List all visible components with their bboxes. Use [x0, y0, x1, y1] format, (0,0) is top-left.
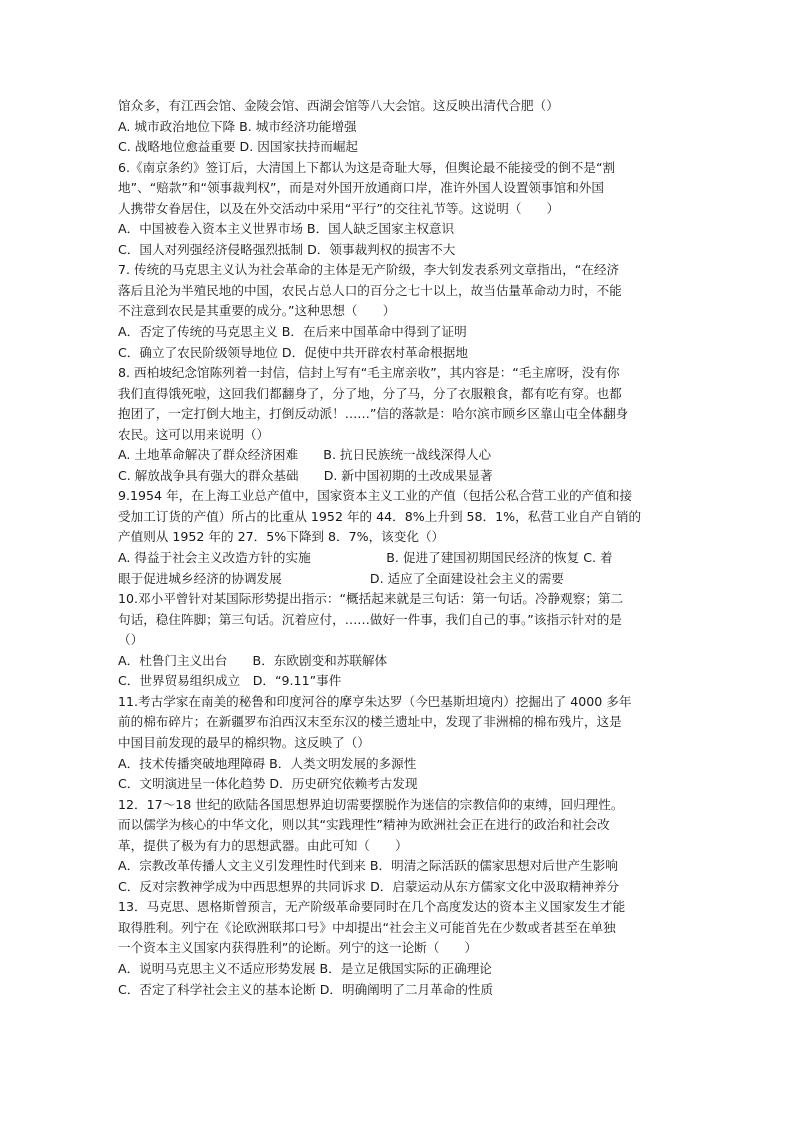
option-line: C．文明演进呈一体化趋势 D．历史研究依赖考古发现: [118, 776, 418, 792]
text-line: 农民。这可以用来说明（）: [118, 426, 270, 442]
text-line: 馆众多，有江西会馆、金陵会馆、西湖会馆等八大会馆。这反映出清代合肥（）: [118, 98, 559, 113]
question-10-stem: 10.邓小平曾针对某国际形势提出指示：“概括起来就是三句话：第一句话。冷静观察；第二: [118, 591, 624, 607]
question-9-stem: 9.1954 年，在上海工业总产值中，国家资本主义工业的产值（包括公私合营工业的产值和接: [118, 488, 633, 504]
question-8-stem: 8. 西柏坡纪念馆陈列着一封信，信封上写有“毛主席亲收”，其内容是：“毛主席呀，没有你: [118, 365, 620, 381]
option-line: C．国人对列强经济侵略强烈抵制 D．领事裁判权的损害不大: [118, 241, 456, 257]
text-line: 落后且沦为半殖民地的中国，农民占总人口的百分之七十以上，故当估量革命动力时，不能: [118, 282, 622, 298]
option-line: C．确立了农民阶级领导地位 D．促使中共开辟农村革命根据地: [118, 344, 468, 360]
option-line: C．反对宗教神学成为中西思想界的共同诉求 D．启蒙运动从东方儒家文化中汲取精神养分: [118, 878, 620, 894]
text-line: 不注意到农民是其重要的成分。”这种思想（ ）: [118, 303, 396, 319]
text-line: 而以儒学为核心的中华文化，则以其“实践理性”精神为欧洲社会正在进行的政治和社会改: [118, 817, 610, 833]
question-12-stem: 12．17～18 世纪的欧陆各国思想界迫切需要摆脱作为迷信的宗教信仰的束缚，回归理性。: [118, 796, 624, 812]
option-line: C. 解放战争具有强大的群众基础 D. 新中国初期的土改成果显著: [118, 467, 493, 483]
exam-text-body: [118, 96, 686, 1000]
text-line: 产值则从 1952 年的 27．5%下降到 8．7%，该变化（）: [118, 529, 445, 545]
option-line: A．中国被卷入资本主义世界市场 B．国人缺乏国家主权意识: [118, 221, 455, 237]
option-line: A．技术传播突破地理障碍 B．人类文明发展的多源性: [118, 755, 417, 771]
text-line: 取得胜利。列宁在《论欧洲联邦口号》中却提出“社会主义可能首先在少数或者甚至在单独: [118, 919, 616, 935]
option-line: 眼于促进城乡经济的协调发展 D. 适应了全面建设社会主义的需要: [118, 570, 564, 586]
text-line: 一个资本主义国家内获得胜利”的论断。列宁的这一论断（ ）: [118, 940, 478, 956]
option-line: A. 得益于社会主义改造方针的实施 B. 促进了建国初期国民经济的恢复 C. 着: [118, 550, 613, 566]
question-6-stem: 6.《南京条约》签订后，大清国上下都认为这是奇耻大辱，但舆论最不能接受的倒不是“割: [118, 159, 616, 175]
text-line: 中国目前发现的最早的棉织物。这反映了（）: [118, 734, 370, 750]
option-line: A. 土地革命解决了群众经济困难 B. 抗日民族统一战线深得人心: [118, 447, 492, 463]
text-line: （）: [118, 632, 144, 648]
option-line: A．否定了传统的马克思主义 B．在后来中国革命中得到了证明: [118, 324, 467, 340]
text-line: 抱团了，一定打倒大地主，打倒反动派！……”信的落款是：哈尔滨市顾乡区靠山屯全体翻身: [118, 406, 629, 422]
question-13-stem: 13．马克思、恩格斯曾预言，无产阶级革命要同时在几个高度发达的资本主义国家发生才能: [118, 899, 626, 915]
text-line: 前的棉布碎片；在新疆罗布泊西汉末至东汉的楼兰遗址中，发现了非洲棉的棉布残片，这是: [118, 714, 622, 730]
option-line: A. 城市政治地位下降 B. 城市经济功能增强: [118, 118, 357, 134]
text-line: 我们直得饿死啦，这回我们都翻身了，分了地，分了马，分了衣服粮食，都有吃有穿。也都: [118, 385, 622, 401]
option-line: C. 战略地位愈益重要 D. 因国家扶持而崛起: [118, 139, 359, 155]
text-line: 受加工订货的产值）所占的比重从 1952 年的 44．8%上升到 58．1%，私营工业自产自销的: [118, 508, 642, 524]
question-11-stem: 11.考古学家在南美的秘鲁和印度河谷的摩亨朱达罗（今巴基斯坦境内）挖掘出了 4000 多年: [118, 693, 632, 709]
text-line: 革，提供了极为有力的思想武器。由此可知（ ）: [118, 837, 408, 853]
text-line: 人携带女眷居住，以及在外交活动中采用“平行”的交往礼节等。这说明（ ）: [118, 200, 560, 216]
text-line: 句话，稳住阵脚；第三句话。沉着应付，……做好一件事，我们自己的事。”该指示针对的是: [118, 611, 622, 627]
option-line: A．宗教改革传播人文主义引发理性时代到来 B．明清之际活跃的儒家思想对后世产生影响: [118, 858, 618, 874]
question-7-stem: 7. 传统的马克思主义认为社会革命的主体是无产阶级，李大钊发表系列文章指出，“在经济: [118, 262, 620, 278]
option-line: A．杜鲁门主义出台 B．东欧剧变和苏联解体: [118, 652, 388, 668]
option-line: C．世界贸易组织成立 D．“9.11”事件: [118, 673, 342, 689]
option-line: A．说明马克思主义不适应形势发展 B．是立足俄国实际的正确理论: [118, 960, 492, 976]
text-line: 地”、“赔款”和“领事裁判权”，而是对外国开放通商口岸，准许外国人设置领事馆和外国: [118, 180, 604, 196]
option-line: C．否定了科学社会主义的基本论断 D．明确阐明了二月革命的性质: [118, 981, 494, 997]
